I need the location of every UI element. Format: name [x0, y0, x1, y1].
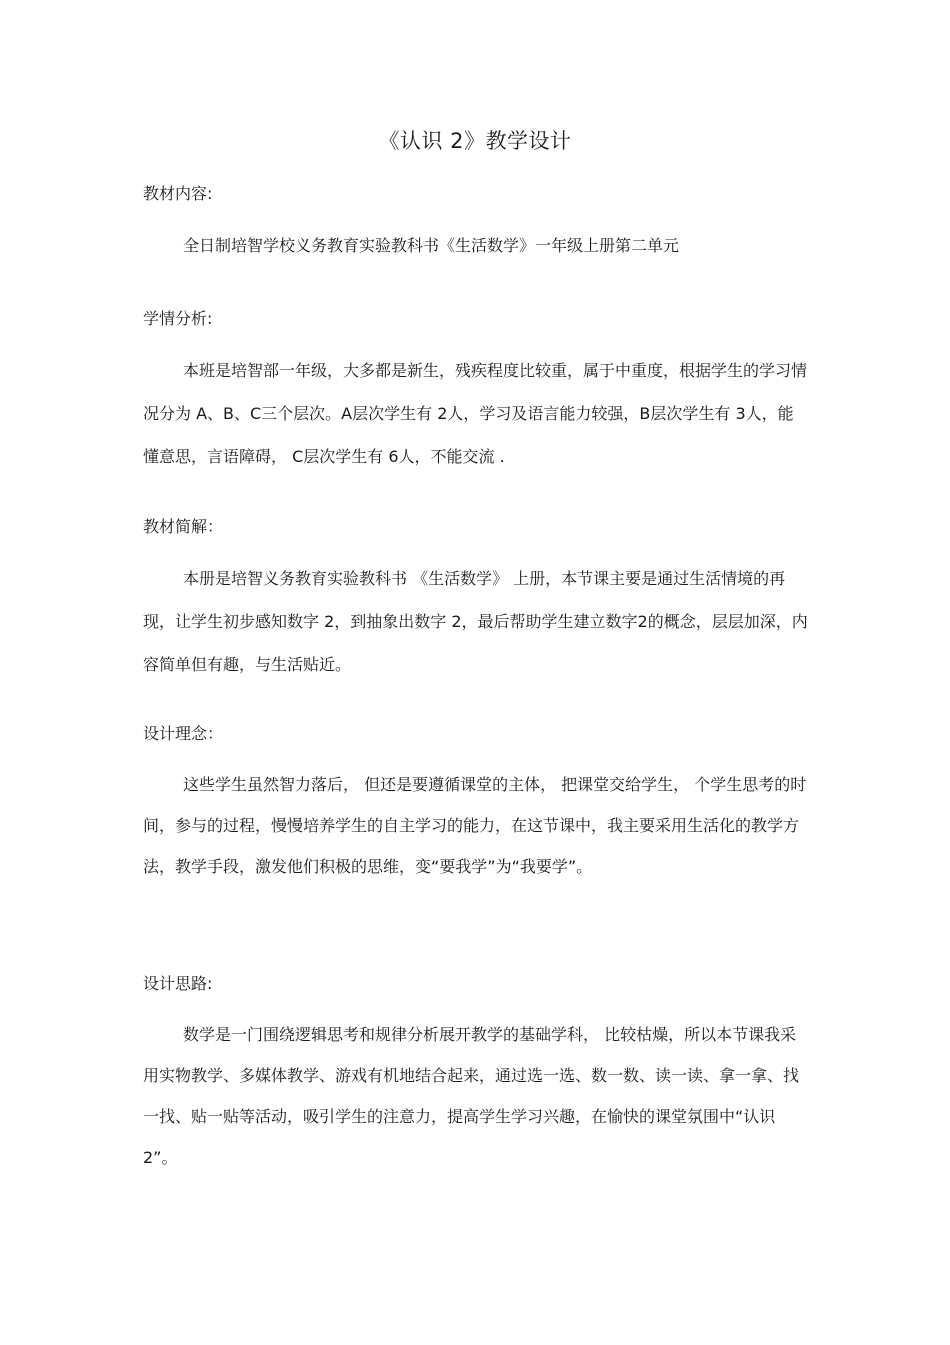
section-paragraph: 数学是一门围绕逻辑思考和规律分析展开教学的基础学科， 比较枯燥，所以本节课我采用实物教学、多媒体教学、游戏有机地结合起来，通过选一选、数一数、读一读、拿一拿、找一找、贴一贴等活动，吸引学生的注意力，提高学生学习兴趣，在愉快的课堂氛围中“认识 2”。 — [143, 1025, 800, 1167]
section-paragraph: 全日制培智学校义务教育实验教科书《生活数学》一年级上册第二单元 — [183, 236, 680, 255]
section-heading: 设计思路: — [143, 974, 213, 993]
section-heading: 教材简解： — [143, 517, 224, 536]
section-paragraph: 本册是培智义务教育实验教科书 《生活数学》 上册，本节课主要是通过生活情境的再现，让学生初步感知数字 2，到抽象出数字 2，最后帮助学生建立数字2的概念，层层加深，内容简单但有趣，与生活贴近。 — [143, 569, 808, 674]
section-student-analysis — [143, 307, 808, 478]
section-material-brief — [143, 515, 808, 686]
section-paragraph: 这些学生虽然智力落后， 但还是要遵循课堂的主体， 把课堂交给学生， 个学生思考的时间，参与的过程，慢慢培养学生的自主学习的能力，在这节课中，我主要采用生活化的教学方法，教学手段，激发他们积极的思维，变“要我学”为“我要学”。 — [143, 775, 807, 876]
section-heading: 学情分析: — [143, 309, 213, 328]
section-paragraph: 本班是培智部一年级，大多都是新生，残疾程度比较重，属于中重度，根据学生的学习情况分为 A、B、C三个层次。A层次学生有 2人，学习及语言能力较强，B层次学生有 3人，能懂意思，言语障碍， C层次学生有 6人，不能交流 . — [143, 361, 808, 466]
section-heading: 设计理念： — [143, 724, 224, 743]
document-title: 《认识 2》教学设计 — [378, 129, 572, 153]
section-design-concept — [143, 722, 808, 887]
section-design-approach — [143, 972, 808, 1178]
section-teaching-content — [143, 182, 808, 267]
section-heading: 教材内容: — [143, 184, 213, 203]
